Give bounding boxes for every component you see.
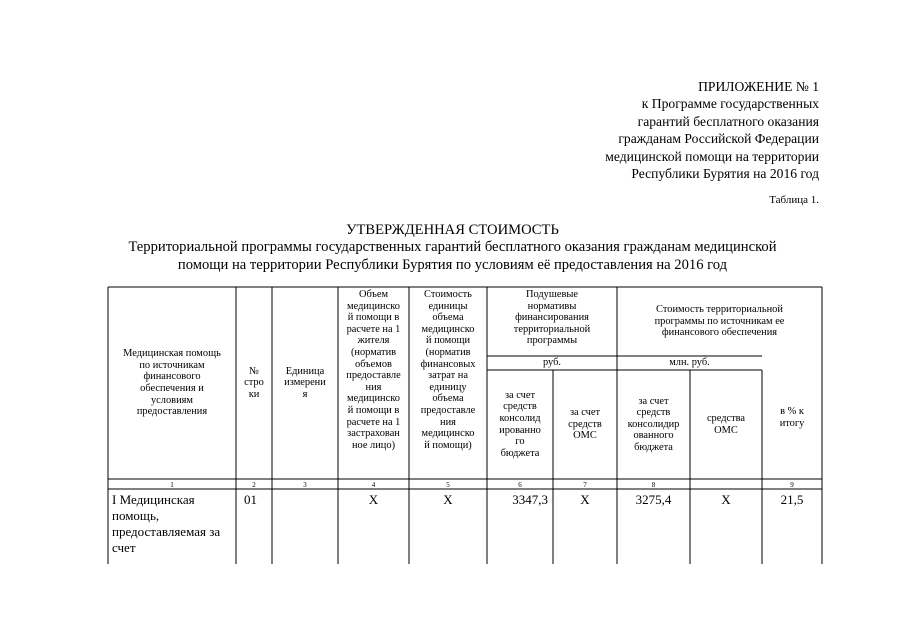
header-unit-cost: Стоимость единицы объема медицинско й помощи (норматив финансовых затрат на единицу объема предоставле ния медицинско й помощи) [420,289,476,451]
column-number: 1 [170,480,174,489]
header-unit-mln: млн. руб. [669,357,710,369]
document-title: УТВЕРЖДЕННАЯ СТОИМОСТЬ [346,222,559,238]
appendix-block [605,78,819,182]
appendix-line: ПРИЛОЖЕНИЕ № 1 [698,79,819,94]
document-subtitle-line2: помощи на территории Республики Бурятия по условиям её предоставления на 2016 год [177,257,728,273]
row-per-capita-oms: X [580,492,590,507]
row-percent: 21,5 [780,492,804,507]
column-number: 8 [651,480,656,489]
appendix-line: медицинской помощи на территории [605,148,819,164]
row-unit-cost: X [443,492,453,507]
header-cost-group: Стоимость территориальной программы по источникам ее финансового обеспечения [654,304,785,339]
header-per-capita-budget: за счет средств консолид ированно го бюджета [499,389,541,459]
row-name: I Медицинская помощь, предоставляемая за счет [112,492,221,555]
column-number: 4 [371,480,376,489]
appendix-line: к Программе государственных [641,96,819,112]
header-unit-rub: руб. [542,357,561,369]
table-number: Таблица 1. [769,194,819,206]
row-volume: X [368,492,379,507]
header-percent: в % к итогу [779,405,805,429]
row-cost-budget: 3275,4 [635,492,672,507]
header-medical-help: Медицинская помощь по источникам финансового обеспечения и условиям предоставления [123,348,221,418]
column-number: 5 [446,480,450,489]
appendix-line: гражданам Российской Федерации [618,131,819,147]
row-line-number: 01 [244,492,257,507]
column-number: 6 [518,480,522,489]
appendix-line: Республики Бурятия на 2016 год [631,166,819,182]
column-number: 7 [583,480,587,489]
header-cost-oms: средства ОМС [706,412,746,436]
header-line-number: № стро ки [244,365,264,400]
row-per-capita-budget: 3347,3 [512,492,548,507]
header-cost-budget: за счет средств консолидир ованного бюджета [627,395,680,453]
appendix-line: гарантий бесплатного оказания [637,113,819,129]
document-subtitle-line1: Территориальной программы государственных гарантий бесплатного оказания гражданам медицинской [128,239,777,255]
column-number: 2 [252,480,256,489]
header-per-capita-group: Подушевые нормативы финансирования территориальной программы [513,289,591,347]
header-per-capita-oms: за счет средств ОМС [568,407,602,442]
column-number: 9 [790,480,794,489]
header-unit: Единица измерени я [284,365,326,400]
column-number: 3 [303,480,307,489]
header-volume: Объем медицинско й помощи в расчете на 1 жителя (норматив объемов предоставле ния медицинско й помощи в расчете на 1 застрахован ное лицо) [346,289,401,451]
row-cost-oms: X [721,492,731,507]
